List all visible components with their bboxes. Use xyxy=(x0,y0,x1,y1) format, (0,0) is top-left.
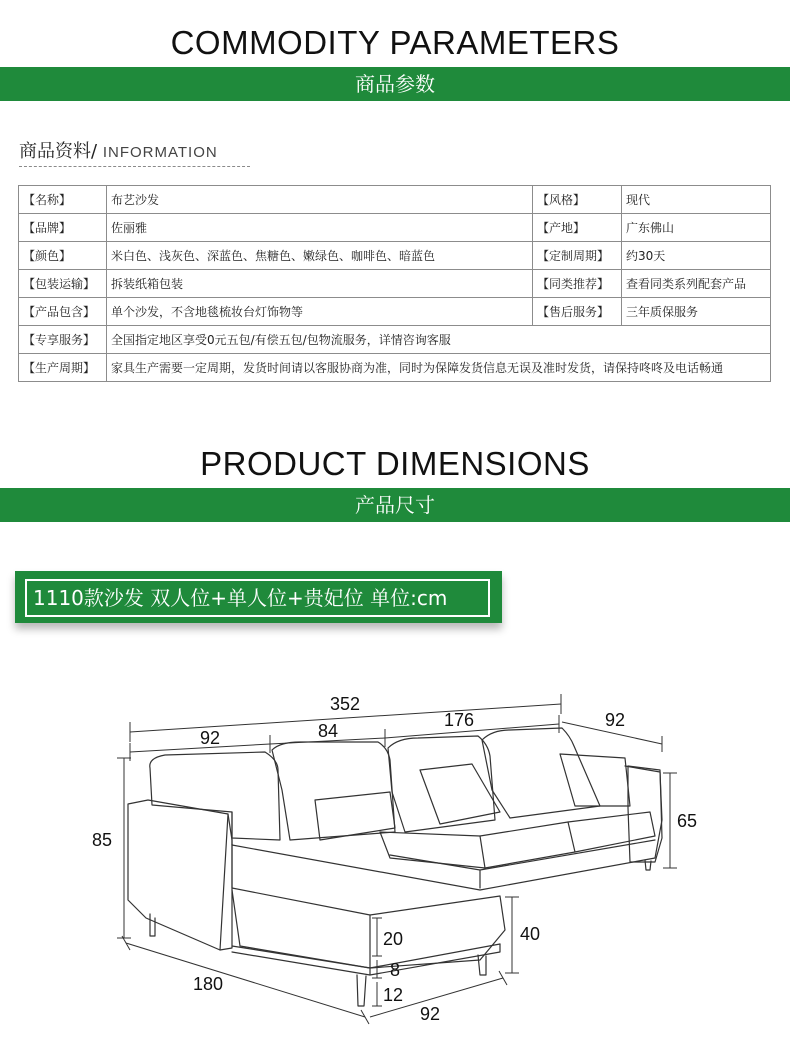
table-row xyxy=(19,326,771,354)
dim-chaise-length: 180 xyxy=(193,974,224,994)
sofa-seat-cushions xyxy=(380,812,655,868)
param-value: 拆装纸箱包装 xyxy=(107,270,533,298)
dim-right-width: 176 xyxy=(444,710,475,730)
product-dimensions-banner: 产品尺寸 xyxy=(0,488,790,522)
param-value: 单个沙发，不含地毯梳妆台灯饰物等 xyxy=(107,298,533,326)
table-row xyxy=(19,298,771,326)
param-value: 家具生产需要一定周期，发货时间请以客服协商为准，同时为保障发货信息无误及准时发货，请保持咚咚及电话畅通 xyxy=(107,354,771,382)
dim-total-width: 352 xyxy=(330,694,361,714)
sofa-leg xyxy=(357,975,366,1006)
param-label: 【定制周期】 xyxy=(533,242,622,270)
dim-cushion-height: 20 xyxy=(383,929,404,949)
back-cushion-middle-1 xyxy=(272,742,395,840)
dim-middle-width: 84 xyxy=(318,721,339,741)
back-cushion-middle-2 xyxy=(388,736,495,832)
information-heading xyxy=(19,138,250,167)
param-label: 【颜色】 xyxy=(19,242,107,270)
param-label: 【品牌】 xyxy=(19,214,107,242)
dim-chaise-width: 92 xyxy=(200,728,221,748)
dim-base-height: 8 xyxy=(390,960,401,980)
model-banner xyxy=(15,571,502,623)
param-value: 查看同类系列配套产品 xyxy=(622,270,771,298)
sofa-left-arm xyxy=(128,800,232,950)
param-label: 【风格】 xyxy=(533,186,622,214)
back-cushion-left xyxy=(150,752,280,840)
information-heading-sep: / xyxy=(91,141,98,162)
parameters-table xyxy=(18,185,771,382)
dim-leg-height: 12 xyxy=(383,985,404,1005)
sofa-base-outline xyxy=(232,766,662,890)
param-label: 【生产周期】 xyxy=(19,354,107,382)
param-value: 约30天 xyxy=(622,242,771,270)
param-value: 三年质保服务 xyxy=(622,298,771,326)
param-value: 米白色、浅灰色、深蓝色、焦糖色、嫩绿色、咖啡色、暗蓝色 xyxy=(107,242,533,270)
dim-depth-right: 92 xyxy=(605,710,626,730)
param-label: 【专享服务】 xyxy=(19,326,107,354)
param-value: 全国指定地区享受0元五包/有偿五包/包物流服务，详情咨询客服 xyxy=(107,326,771,354)
sofa-dimension-drawing xyxy=(0,650,790,1064)
table-row xyxy=(19,270,771,298)
param-value: 佐丽雅 xyxy=(107,214,533,242)
param-value: 广东佛山 xyxy=(622,214,771,242)
param-label: 【包装运输】 xyxy=(19,270,107,298)
table-row xyxy=(19,214,771,242)
dim-seat-height: 40 xyxy=(520,924,541,944)
sofa-leg xyxy=(150,914,155,936)
model-label: 1110款沙发 双人位+单人位+贵妃位 单位:cm xyxy=(25,579,490,617)
table-row xyxy=(19,242,771,270)
information-heading-en: INFORMATION xyxy=(102,144,218,161)
dim-arm-height: 65 xyxy=(677,811,698,831)
back-cushion-right xyxy=(482,728,600,818)
table-row xyxy=(19,186,771,214)
product-dimensions-title: PRODUCT DIMENSIONS xyxy=(200,445,590,482)
table-row xyxy=(19,354,771,382)
information-heading-cn: 商品资料 xyxy=(19,141,91,162)
param-label: 【售后服务】 xyxy=(533,298,622,326)
param-value: 布艺沙发 xyxy=(107,186,533,214)
param-value: 现代 xyxy=(622,186,771,214)
param-label: 【名称】 xyxy=(19,186,107,214)
param-label: 【产品包含】 xyxy=(19,298,107,326)
param-label: 【同类推荐】 xyxy=(533,270,622,298)
chaise-base xyxy=(232,944,500,975)
commodity-parameters-title: COMMODITY PARAMETERS xyxy=(170,24,620,61)
throw-pillow-3 xyxy=(560,754,630,806)
param-label: 【产地】 xyxy=(533,214,622,242)
chaise-seat xyxy=(232,844,505,968)
dim-back-height: 85 xyxy=(92,830,113,850)
commodity-parameters-banner: 商品参数 xyxy=(0,67,790,101)
dim-chaise-front: 92 xyxy=(420,1004,441,1024)
